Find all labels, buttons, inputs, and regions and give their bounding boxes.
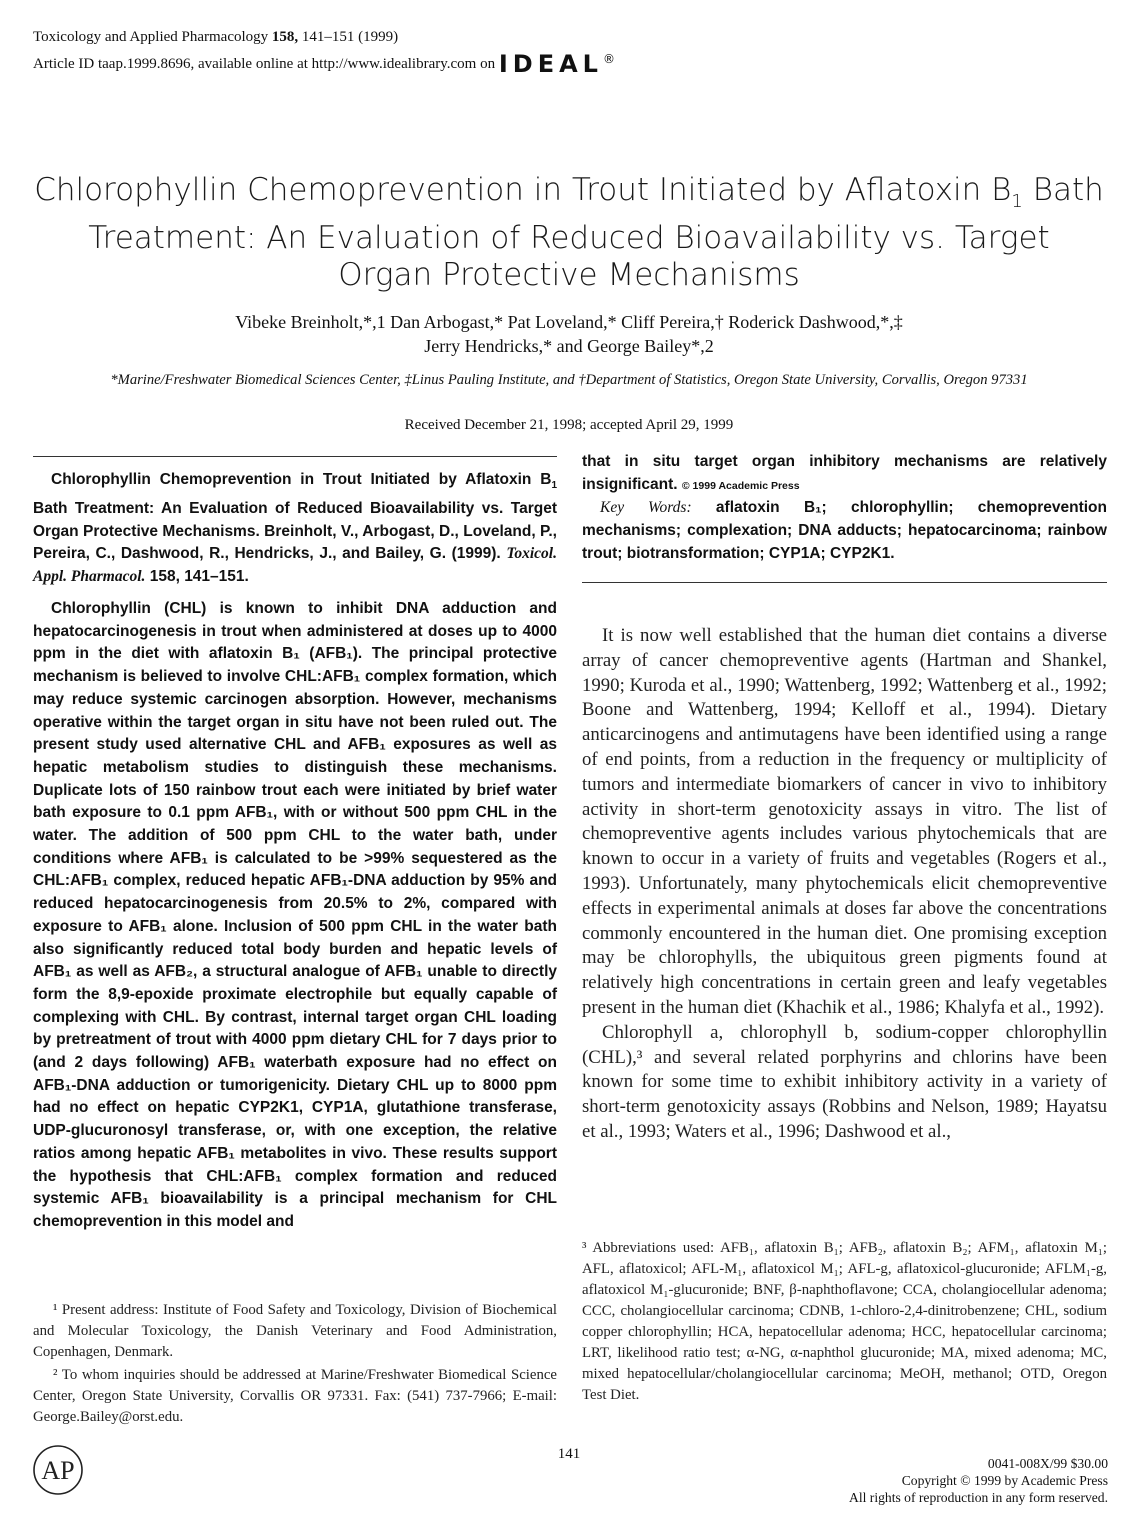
article-id-line bbox=[33, 48, 615, 78]
author-list bbox=[30, 310, 1108, 358]
footnote-2: ² To whom inquiries should be addressed at Marine/Freshwater Biomedical Science Center, Oregon State University, Corvallis OR 97331. Fax: (541) 737-7966; E-mail: George.Bailey@orst.edu. bbox=[33, 1367, 557, 1425]
journal-pages: 141–151 (1999) bbox=[301, 29, 399, 45]
svg-text:AP: AP bbox=[41, 1456, 75, 1485]
journal-line bbox=[33, 26, 615, 48]
footnote-3: ³ Abbreviations used: AFB₁, aflatoxin B₁; AFB₂, aflatoxin B₂; AFM₁, aflatoxin M₁; AFL, aflatoxicol; AFL-M₁, aflatoxicol M₁; AFL-g, aflatoxicol-glucuronide; AFLM₁-g, aflatoxicol M₁-glucuronide; BNF, β-naphthoflavone; CCA, cholangiocellular adenoma; CCC, cholangiocellular carcinoma; CDNB, 1-chloro-2,4-dinitrobenzene; CHL, sodium copper chlorophyllin; HCA, hepatocellular adenoma; HCC, hepatocellular carcinoma; LRT, likelihood ratio test; α-NG, α-naphthol glucuronide; MA, mixed adenoma; MC, mixed hepatocellular/cholangiocellular carcinoma; MeOH, methanol; OTD, Oregon Test Diet. bbox=[582, 1240, 1107, 1403]
body-text bbox=[582, 624, 1107, 1145]
body-paragraph: Chlorophyll a, chlorophyll b, sodium-copper chlorophyllin (CHL),³ and several related porphyrins and chlorins have been known for some time to exhibit inhibitory activity in a variety of short-term genotoxicity assays (Robbins and Nelson, 1989; Hayatsu et al., 1993; Waters et al., 1996; Dashwood et al., bbox=[582, 1021, 1107, 1142]
footnotes-left bbox=[33, 1300, 557, 1428]
authors-line-1: Vibeke Breinholt,*,1 Dan Arbogast,* Pat Loveland,* Cliff Pereira,† Roderick Dashwood,*,‡ bbox=[235, 312, 903, 332]
running-header bbox=[33, 26, 615, 78]
abstract-body: Chlorophyllin (CHL) is known to inhibit DNA adduction and hepatocarcinogenesis in trout when administered at doses up to 4000 ppm in the diet with aflatoxin B₁ (AFB₁). The principal protective mechanism is believed to involve CHL:AFB₁ complex formation, which may reduce systemic carcinogen absorption. However, mechanisms operative within the target organ in situ have not been ruled out. The present study used alternative CHL and AFB₁ exposures as well as hepatic metabolism studies to distinguish these mechanisms. Duplicate lots of 150 rainbow trout each were initiated by brief water bath exposure to 0.1 ppm AFB₁, with or without 500 ppm CHL in the water. The addition of 500 ppm CHL to the water bath, under conditions where AFB₁ is calculated to be >99% sequestered as the CHL:AFB₁ complex, reduced hepatic AFB₁-DNA adduction by 95% and reduced hepatocarcinogenesis from 20.5% to 2%, compared with exposure to AFB₁ alone. Inclusion of 500 ppm CHL in the water bath also significantly reduced total body burden and hepatic levels of AFB₁ as well as AFB₂, a structural analogue of AFB₁ unable to directly form the 8,9-epoxide proximate electrophile but equally capable of complexing with CHL. By contrast, internal target organ CHL loading by pretreatment of trout with 4000 ppm dietary CHL for 7 days prior to (and 2 days following) AFB₁ waterbath exposure had no effect on AFB₁-DNA adduction or tumorigenicity. Dietary CHL up to 8000 ppm had no effect on hepatic CYP2K1, CYP1A, glutathione transferase, UDP-glucuronosyl transferase, or, with one exception, the relative ratios among hepatic AFB₁ metabolites in vivo. These results support the hypothesis that CHL:AFB₁ complex formation and reduced systemic AFB₁ bioavailability is a principal mechanism for CHL chemoprevention in this model and bbox=[33, 600, 557, 1230]
body-paragraph: It is now well established that the human diet contains a diverse array of cancer chemopreventive agents (Hartman and Shankel, 1990; Kuroda et al., 1990; Wattenberg, 1992; Wattenberg et al., 1992; Boone and Wattenberg, 1994; Kelloff et al., 1994). Dietary anticarcinogens and antimutagens have been identified using a range of end points, from a reduction in the frequency or multiplicity of tumors and intermediate biomarkers of cancer in vivo to inhibitory activity in short-term genotoxicity assays in vitro. The list of chemopreventive agents includes various phytochemicals that are known to occur in a variety of fruits and vegetables (Rogers et al., 1993). Unfortunately, many phytochemicals elicit chemopreventive effects in experimental animals at doses far above the concentrations commonly encountered in the human diet. One promising exception may be chlorophylls, the ubiquitous green pigments found at relatively high concentrations in certain green and leafy vegetables present in the human diet (Khachik et al., 1986; Khalyfa et al., 1992). bbox=[582, 625, 1107, 1018]
abstract-citation: Chlorophyllin Chemoprevention in Trout Initiated by Aflatoxin $B_1$ Bath Treatment: An Evaluation of Reduced Bioavailability vs. Target Organ Protective Mechanisms. Breinholt, V., Arbogast, D., Loveland, P., Pereira, C., Dashwood, R., Hendricks, J., and Bailey, G. (1999). Toxicol. Appl. Pharmacol. 158, 141–151. bbox=[33, 471, 557, 585]
copyright-line: Copyright © 1999 by Academic Press bbox=[901, 1473, 1108, 1488]
journal-volume: 158, bbox=[271, 29, 299, 45]
price-code: 0041-008X/99 $30.00 bbox=[987, 1456, 1108, 1471]
affiliations: *Marine/Freshwater Biomedical Sciences Center, ‡Linus Pauling Institute, and †Department of Statistics, Oregon State University, Corvallis, Oregon 97331 bbox=[110, 372, 1028, 388]
abstract-continuation: that in situ target organ inhibitory mechanisms are relatively insignificant. © 1999 Academic Press Key Words: aflatoxin B₁; chlorophyllin; chemoprevention mechanisms; complexation; DNA adducts; hepatocarcinoma; rainbow trout; biotransformation; CYP1A; CYP2K1. bbox=[582, 453, 1107, 562]
keywords: aflatoxin B₁; chlorophyllin; chemoprevention mechanisms; complexation; DNA adducts; hepatocarcinoma; rainbow trout; biotransformation; CYP1A; CYP2K1. bbox=[582, 499, 1107, 562]
divider bbox=[33, 456, 557, 457]
article-id: Article ID taap.1999.8696, available online at http://www.idealibrary.com on bbox=[33, 56, 496, 72]
page-number: 141 bbox=[557, 1446, 581, 1462]
journal-name: Toxicology and Applied Pharmacology bbox=[33, 29, 269, 45]
received-date: Received December 21, 1998; accepted April 29, 1999 bbox=[404, 417, 734, 433]
article-title: Chlorophyllin Chemoprevention in Trout Initiated by Aflatoxin $B_1$ Bath Treatment: An Evaluation of Reduced Bioavailability vs. Target Organ Protective Mechanisms bbox=[34, 172, 1104, 294]
keywords-label: Key Words: bbox=[600, 499, 692, 517]
authors-line-2: Jerry Hendricks,* and George Bailey*,2 bbox=[424, 336, 714, 356]
divider bbox=[582, 582, 1107, 583]
publisher-info bbox=[849, 1455, 1108, 1506]
rights-line: All rights of reproduction in any form reserved. bbox=[849, 1490, 1108, 1505]
abstract-copyright: © 1999 Academic Press bbox=[681, 479, 800, 492]
ideal-logo: IDEAL® bbox=[498, 50, 615, 78]
footnote-1: ¹ Present address: Institute of Food Safety and Toxicology, Division of Biochemical and Molecular Toxicology, the Danish Veterinary and Food Administration, Copenhagen, Denmark. bbox=[33, 1302, 557, 1360]
